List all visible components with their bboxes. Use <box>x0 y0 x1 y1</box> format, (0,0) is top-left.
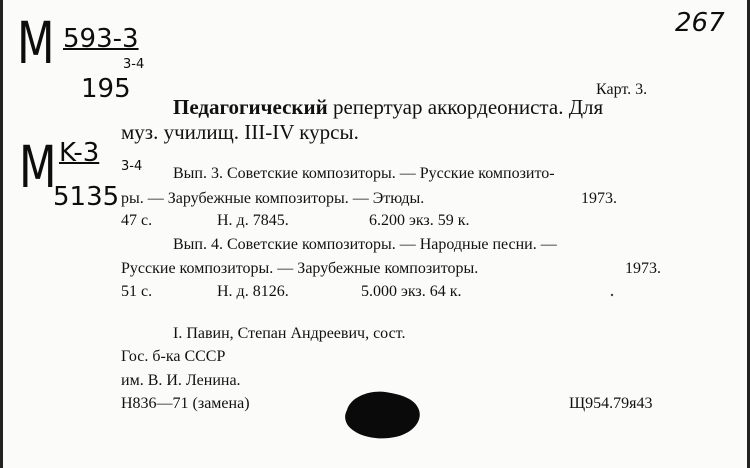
volume-3-publisher-no: Н. д. 7845. <box>217 212 289 229</box>
card-title-line-1 <box>173 97 603 118</box>
handwritten-code-sup-2: 3-4 <box>121 159 143 174</box>
volume-4-copies-price: 5.000 экз. 64 к. <box>361 283 462 300</box>
handwritten-letter-m-2: M <box>19 133 57 201</box>
handwritten-letter-m-1: M <box>17 9 55 77</box>
volume-4-publisher-no: Н. д. 8126. <box>217 283 289 300</box>
volume-3-pages: 47 с. <box>121 212 153 229</box>
library-name-line-2: им. В. И. Ленина. <box>121 372 241 389</box>
volume-3-copies-price: 6.200 экз. 59 к. <box>369 212 470 229</box>
volume-4-line-2: Русские композиторы. — Зарубежные композиторы. <box>121 260 479 277</box>
card-title-bold: Педагогический <box>173 95 328 119</box>
order-number: Н836—71 (замена) <box>121 395 250 412</box>
volume-4-pages: 51 с. <box>121 283 153 300</box>
stray-mark <box>609 292 615 298</box>
handwritten-code-bottom-2: 5135 <box>53 182 120 212</box>
volume-4-line-1: Вып. 4. Советские композиторы. — Народные песни. — <box>173 236 557 253</box>
card-title-line-2: муз. училищ. III-IV курсы. <box>121 120 359 144</box>
volume-3-year: 1973. <box>581 190 617 207</box>
volume-3-line-1: Вып. 3. Советские композиторы. — Русские композито- <box>173 165 555 182</box>
handwritten-code-bottom-1: 195 <box>81 74 131 104</box>
library-name-line-1: Гос. б-ка СССР <box>121 348 226 365</box>
handwritten-code-top-2: K-3 <box>59 138 100 168</box>
compiler-entry: I. Павин, Степан Андреевич, сост. <box>173 325 406 342</box>
card-hole-blot <box>341 388 425 442</box>
classification-code: Щ954.79я43 <box>569 395 653 412</box>
volume-4-year: 1973. <box>625 260 661 277</box>
handwritten-code-sup-1: 3-4 <box>123 57 145 72</box>
card-number-label: Карт. 3. <box>596 81 648 98</box>
card-title-rest: репертуар аккордеониста. Для <box>327 95 604 119</box>
handwritten-code-top-1: 593-3 <box>63 24 139 54</box>
volume-3-line-2: ры. — Зарубежные композиторы. — Этюды. <box>121 190 425 207</box>
handwritten-number: 267 <box>675 8 725 38</box>
